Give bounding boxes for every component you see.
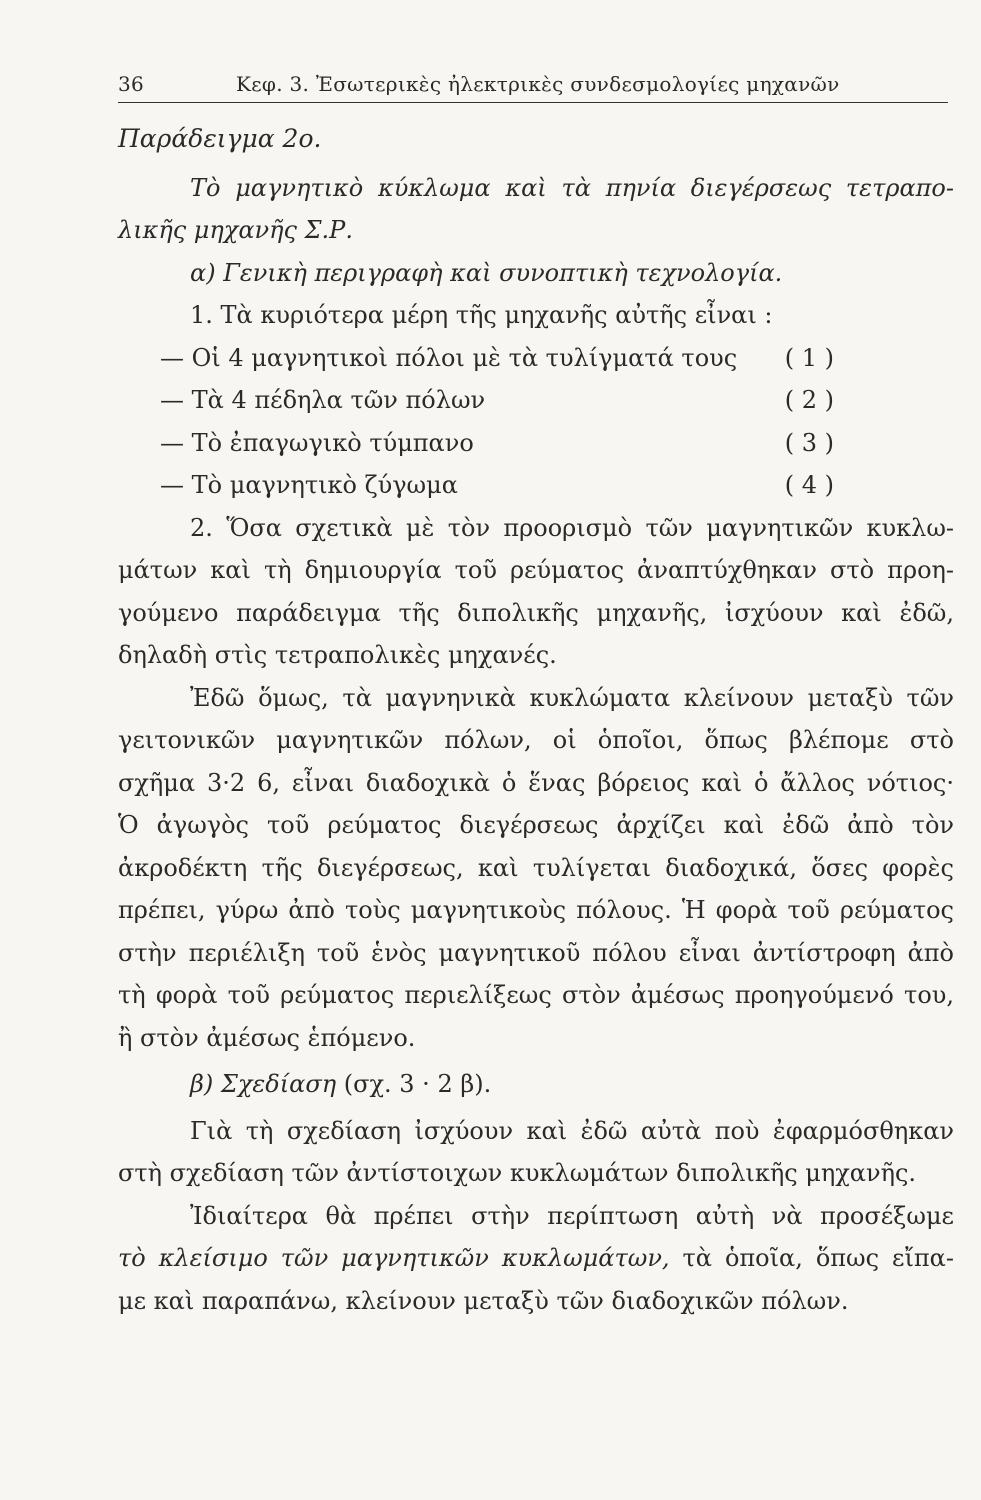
parts-list-item: [118, 379, 954, 422]
section-b-figure-ref: (σχ. 3 · 2 β).: [343, 1070, 492, 1098]
part-text: — Τὰ 4 πέδηλα τῶν πόλων: [160, 386, 486, 414]
parts-list-item: [118, 464, 954, 507]
intro-line: λικῆς μηχανῆς Σ.Ρ.: [118, 216, 353, 244]
paragraph-line: 2. Ὅσα σχετικὰ μὲ τὸν προορισμὸ τῶν μαγνητικῶν κυκλω-: [190, 513, 954, 542]
emphasized-phrase: τὸ κλείσιμο τῶν μαγνητικῶν κυκλωμάτων,: [118, 1244, 670, 1272]
phrase-rest: τὰ ὁποῖα, ὅπως εἴπα-: [682, 1244, 954, 1272]
part-number: ( 2 ): [784, 386, 834, 414]
paragraph-line: μάτων καὶ τὴ δημιουργία τοῦ ρεύματος ἀναπτύχθηκαν στὸ προη-: [118, 556, 954, 584]
part-text: — Τὸ ἐπαγωγικὸ τύμπανο: [160, 428, 474, 457]
paragraph-line: σχῆμα 3·2 6, εἶναι διαδοχικὰ ὁ ἕνας βόρειος καὶ ὁ ἄλλος νότιος·: [118, 768, 954, 797]
running-header: [118, 68, 948, 103]
page-number: 36: [118, 72, 145, 96]
part-text: — Τὸ μαγνητικὸ ζύγωμα: [160, 471, 458, 499]
paragraph-line: [118, 1237, 954, 1280]
paragraph-line: ἢ στὸν ἀμέσως ἑπόμενο.: [118, 1023, 416, 1052]
paragraph-line: τὴ φορὰ τοῦ ρεύματος περιελίξεως στὸν ἀμέσως προηγούμενό του,: [118, 981, 954, 1009]
paragraph-line: γούμενο παράδειγμα τῆς διπολικῆς μηχανῆς, ἰσχύουν καὶ ἐδῶ,: [118, 598, 954, 627]
paragraph-line: στὴ σχεδίαση τῶν ἀντίστοιχων κυκλωμάτων διπολικῆς μηχανῆς.: [118, 1159, 917, 1187]
paragraph-line: γειτονικῶν μαγνητικῶν πόλων, οἱ ὁποῖοι, ὅπως βλέπομε στὸ: [118, 726, 954, 754]
paragraph-line: ἀκροδέκτη τῆς διεγέρσεως, καὶ τυλίγεται διαδοχικά, ὅσες φορὲς: [118, 853, 954, 882]
paragraph-line: Ὁ ἀγωγὸς τοῦ ρεύματος διεγέρσεως ἀρχίζει καὶ ἐδῶ ἀπὸ τὸν: [118, 811, 954, 839]
parts-list-item: [118, 337, 954, 380]
paragraph-line: με καὶ παραπάνω, κλείνουν μεταξὺ τῶν διαδοχικῶν πόλων.: [118, 1286, 849, 1315]
part-text: — Οἱ 4 μαγνητικοὶ πόλοι μὲ τὰ τυλίγματά τους: [160, 343, 738, 372]
page-body: [118, 118, 954, 1322]
paragraph-line: Γιὰ τὴ σχεδίαση ἰσχύουν καὶ ἐδῶ αὐτὰ ποὺ ἐφαρμόσθηκαν: [190, 1116, 954, 1145]
section-a-title: α) Γενικὴ περιγραφὴ καὶ συνοπτικὴ τεχνολογία.: [190, 258, 783, 287]
section-b-title: β) Σχεδίαση: [190, 1070, 337, 1098]
parts-list-item: [118, 422, 954, 465]
part-number: ( 1 ): [784, 343, 834, 372]
example-heading: Παράδειγμα 2ο.: [118, 124, 322, 153]
part-number: ( 4 ): [784, 471, 834, 499]
item1-intro: 1. Τὰ κυριότερα μέρη τῆς μηχανῆς αὐτῆς εἶναι :: [190, 301, 773, 329]
running-title: Κεφ. 3. Ἐσωτερικὲς ἠλεκτρικὲς συνδεσμολογίες μηχανῶν: [236, 72, 840, 96]
section-b-heading: [118, 1063, 954, 1106]
paragraph-line: Ἐδῶ ὅμως, τὰ μαγνηνικὰ κυκλώματα κλείνουν μεταξὺ τῶν: [190, 683, 954, 712]
paragraph-line: στὴν περιέλιξη τοῦ ἑνὸς μαγνητικοῦ πόλου εἶναι ἀντίστροφη ἀπὸ: [118, 938, 954, 967]
paragraph-line: πρέπει, γύρω ἀπὸ τοὺς μαγνητικοὺς πόλους. Ἡ φορὰ τοῦ ρεύματος: [118, 896, 954, 924]
paragraph-line: δηλαδὴ στὶς τετραπολικὲς μηχανές.: [118, 641, 557, 669]
intro-line: Τὸ μαγνητικὸ κύκλωμα καὶ τὰ πηνία διεγέρσεως τετραπο-: [190, 173, 954, 202]
paragraph-line: Ἰδιαίτερα θὰ πρέπει στὴν περίπτωση αὐτὴ νὰ προσέξωμε: [190, 1201, 954, 1230]
part-number: ( 3 ): [784, 428, 834, 457]
